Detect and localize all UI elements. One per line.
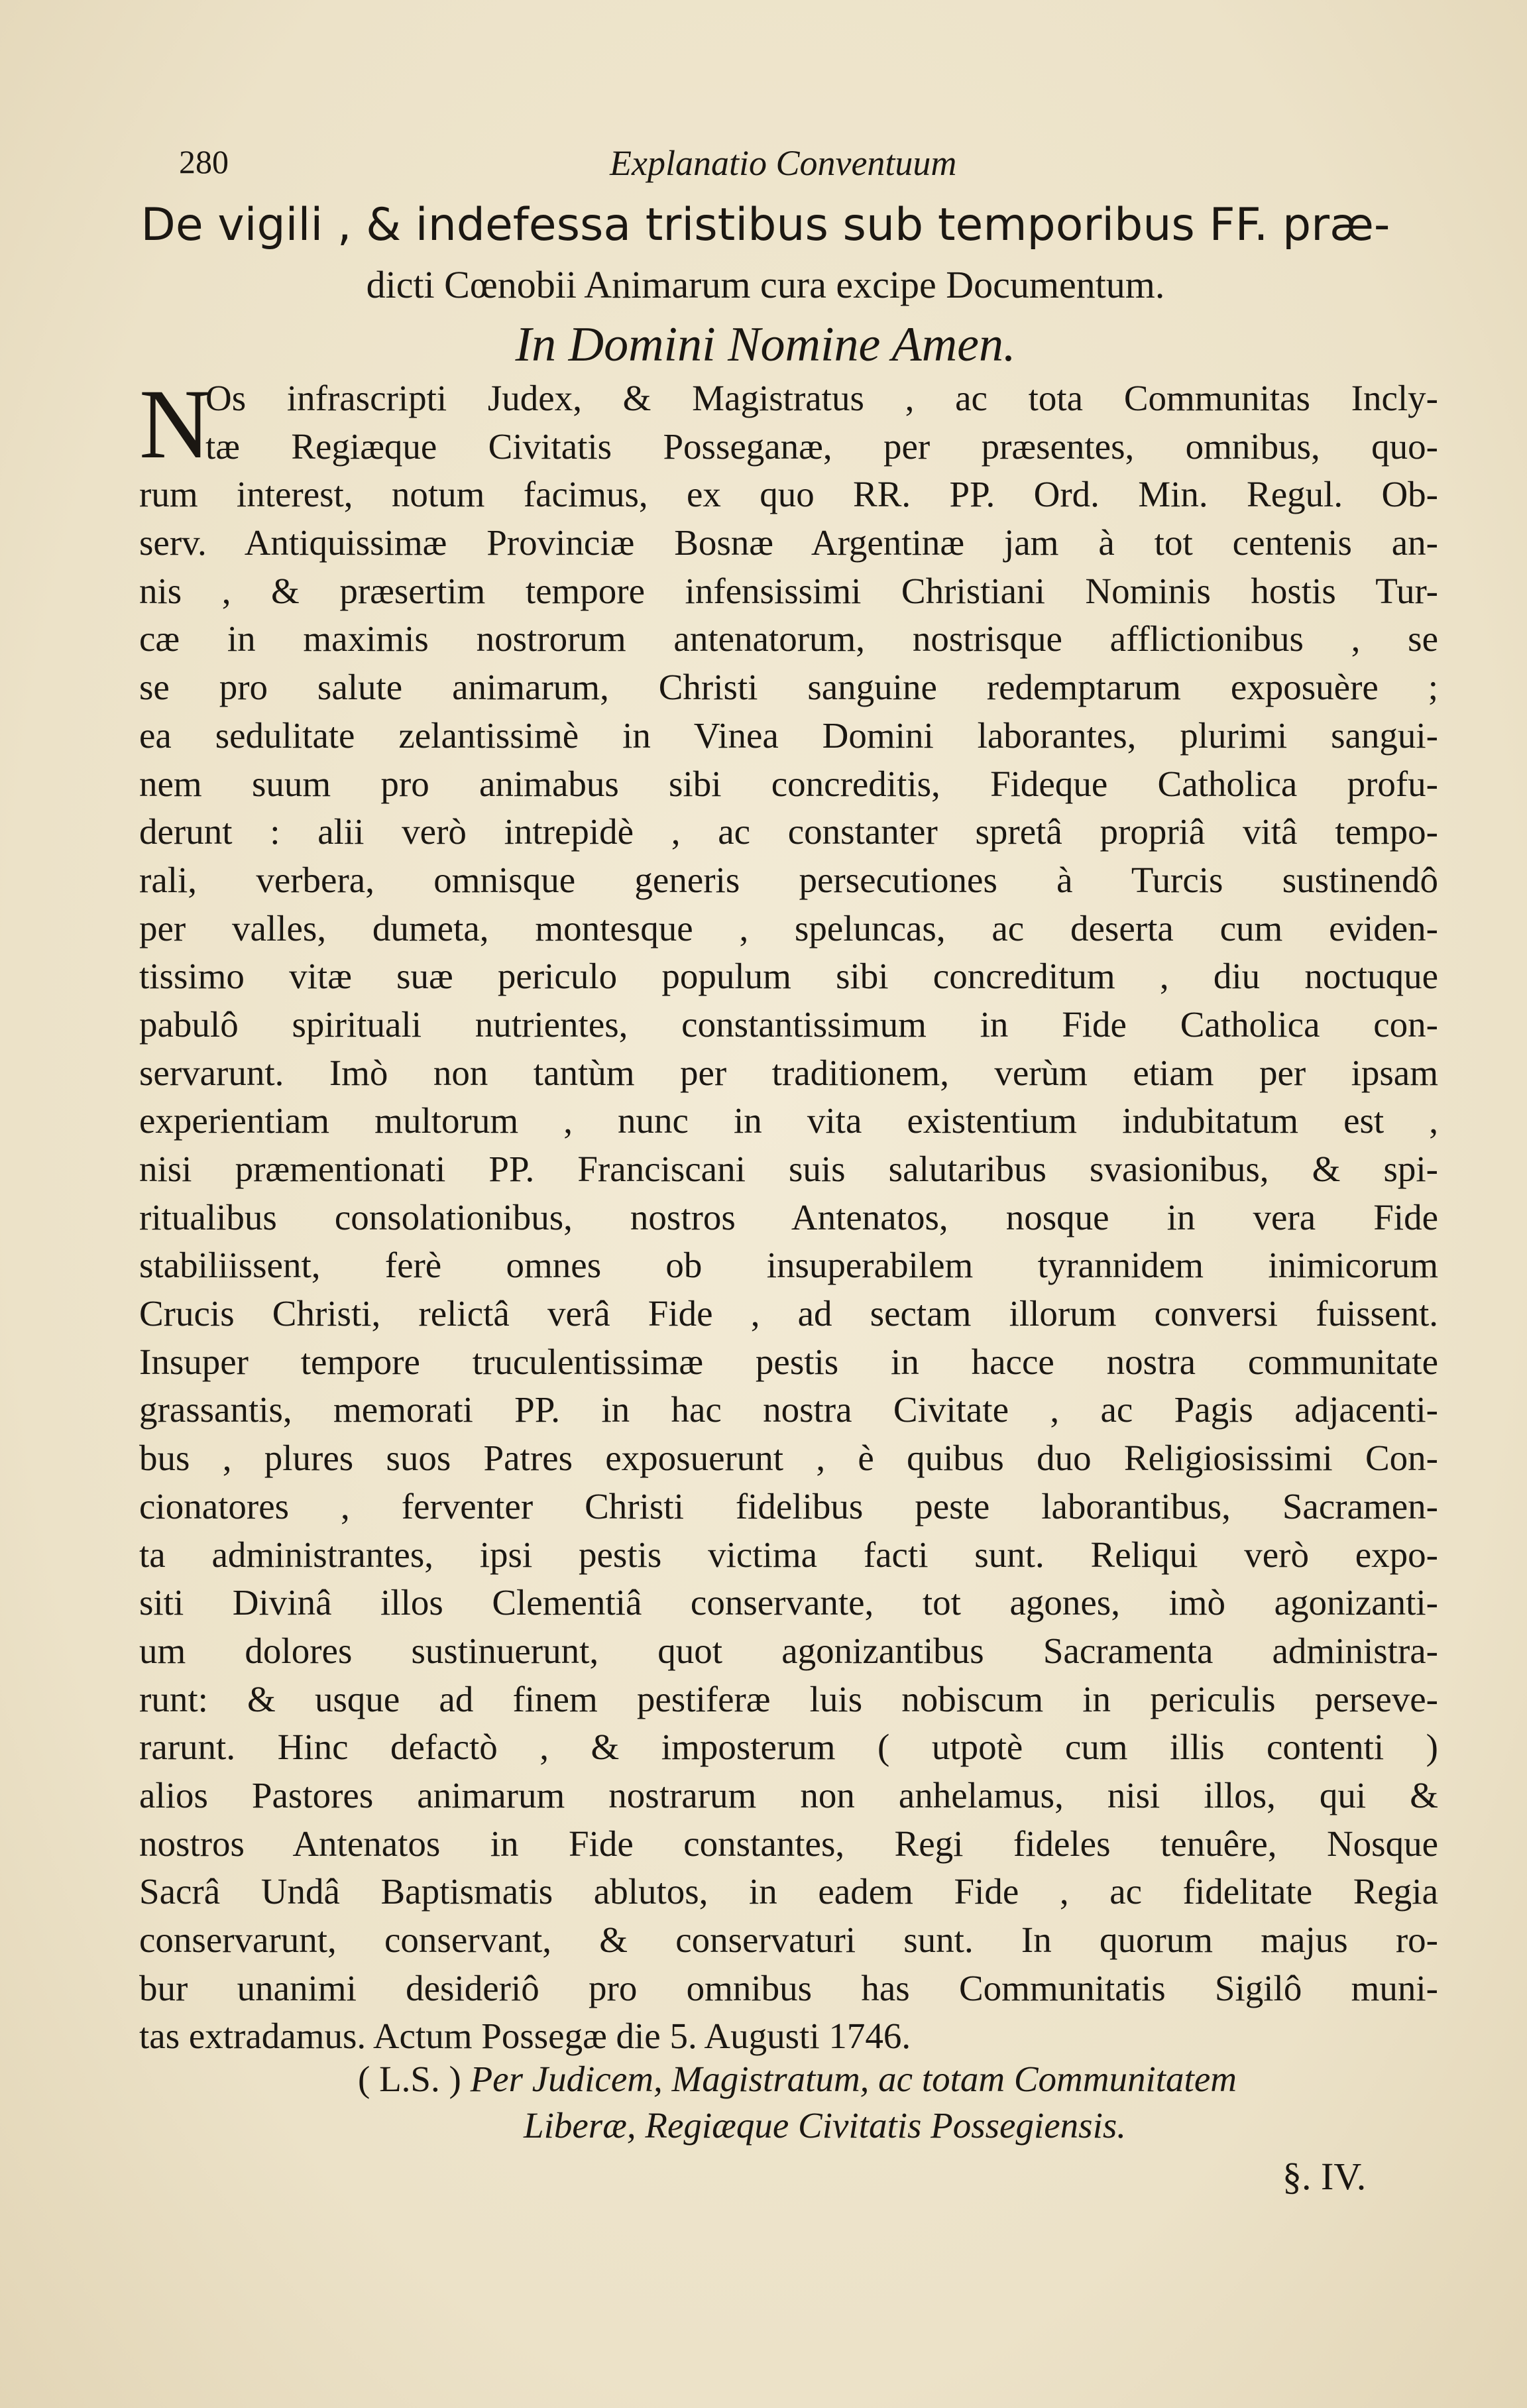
text-line: Sacrâ Undâ Baptismatis ablutos, in eadem Fide , ac fidelitate Regia [139, 1871, 1438, 1912]
running-head: Explanatio Conventuum [610, 143, 957, 183]
document-body [139, 369, 1438, 2061]
signature-text-2: Liberæ, Regiæque Civitatis Possegiensis. [524, 2105, 1127, 2146]
text-line: tas extradamus. Actum Possegæ die 5. Augusti 1746. [139, 2016, 911, 2057]
section-mark: §. IV. [1282, 2155, 1367, 2198]
text-line: ea sedulitate zelantissimè in Vinea Domini laborantes, plurimi sangui- [139, 715, 1438, 756]
text-line: um dolores sustinuerunt, quot agonizantibus Sacramenta administra- [139, 1630, 1438, 1671]
text-line: grassantis, memorati PP. in hac nostra Civitate , ac Pagis adjacenti- [139, 1389, 1438, 1430]
text-line: rali, verbera, omnisque generis persecutiones à Turcis sustinendô [139, 859, 1438, 900]
text-line: cæ in maximis nostrorum antenatorum, nostrisque afflictionibus , se [139, 618, 1438, 659]
text-line: experientiam multorum , nunc in vita existentium indubitatum est , [139, 1100, 1438, 1141]
text-line: stabiliissent, ferè omnes ob insuperabilem tyrannidem inimicorum [139, 1245, 1438, 1286]
text-line: bus , plures suos Patres exposuerunt , è quibus duo Religiosissimi Con- [139, 1438, 1438, 1479]
text-line: nisi præmentionati PP. Franciscani suis salutaribus svasionibus, & spi- [139, 1149, 1438, 1189]
page-number: 280 [179, 143, 229, 180]
text-line: per valles, dumeta, montesque , speluncas, ac deserta cum eviden- [139, 907, 1438, 948]
text-line: nem suum pro animabus sibi concreditis, Fideque Catholica profu- [139, 763, 1438, 804]
drop-cap-lines [139, 374, 1438, 471]
text-line: nostros Antenatos in Fide constantes, Regi fideles tenuêre, Nosque [139, 1823, 1438, 1864]
text-line: runt: & usque ad finem pestiferæ luis nobiscum in periculis perseve- [139, 1678, 1438, 1719]
text-line: nis , & præsertim tempore infensissimi Christiani Nominis hostis Tur- [139, 570, 1438, 611]
seal-mark: ( L.S. ) [358, 2059, 461, 2099]
text-line: rum interest, notum facimus, ex quo RR. PP. Ord. Min. Regul. Ob- [139, 474, 1438, 515]
text-line: Os infrascripti Judex, & Magistratus , ac tota Communitas Incly- [205, 378, 1438, 418]
text-line: tissimo vitæ suæ periculo populum sibi concreditum , diu noctuque [139, 956, 1438, 997]
text-line: rarunt. Hinc defactò , & imposterum ( utpotè cum illis contenti ) [139, 1727, 1438, 1768]
page-header [179, 143, 1392, 189]
text-line: siti Divinâ illos Clementiâ conservante, tot agones, imò agonizanti- [139, 1582, 1438, 1623]
signature-line-2 [524, 2104, 1126, 2146]
text-line: alios Pastores animarum nostrarum non anhelamus, nisi illos, qui & [139, 1774, 1438, 1815]
drop-cap: N [139, 369, 211, 479]
text-line: ritualibus consolationibus, nostros Antenatos, nosque in vera Fide [139, 1196, 1438, 1237]
section-subtitle: dicti Cœnobii Animarum cura excipe Documentum. [366, 263, 1165, 306]
signature-text-1: Per Judicem, Magistratum, ac totam Communitatem [470, 2059, 1237, 2099]
invocation-heading: In Domini Nomine Amen. [515, 317, 1016, 372]
text-line: ta administrantes, ipsi pestis victima facti sunt. Reliqui verò expo- [139, 1534, 1438, 1575]
text-line: serv. Antiquissimæ Provinciæ Bosnæ Argentinæ jam à tot centenis an- [139, 522, 1438, 563]
signature-line-1 [358, 2058, 1237, 2100]
section-title: De vigili , & indefessa tristibus sub temporibus FF. præ- [141, 199, 1390, 251]
text-line: conservarunt, conservant, & conservaturi sunt. In quorum majus ro- [139, 1920, 1438, 1960]
text-line: bur unanimi desideriô pro omnibus has Communitatis Sigilô muni- [139, 1967, 1438, 2008]
text-line: pabulô spirituali nutrientes, constantissimum in Fide Catholica con- [139, 1003, 1438, 1045]
text-line: servarunt. Imò non tantùm per traditionem, verùm etiam per ipsam [139, 1052, 1438, 1093]
text-line: se pro salute animarum, Christi sanguine redemptarum exposuère ; [139, 667, 1438, 708]
text-line: Insuper tempore truculentissimæ pestis in hacce nostra communitate [139, 1341, 1438, 1382]
text-line: tæ Regiæque Civitatis Posseganæ, per præsentes, omnibus, quo- [205, 426, 1438, 467]
text-line: Crucis Christi, relictâ verâ Fide , ad sectam illorum conversi fuissent. [139, 1293, 1438, 1334]
text-line: derunt : alii verò intrepidè , ac constanter spretâ propriâ vitâ tempo- [139, 811, 1438, 852]
text-line: cionatores , ferventer Christi fidelibus peste laborantibus, Sacramen- [139, 1485, 1438, 1526]
